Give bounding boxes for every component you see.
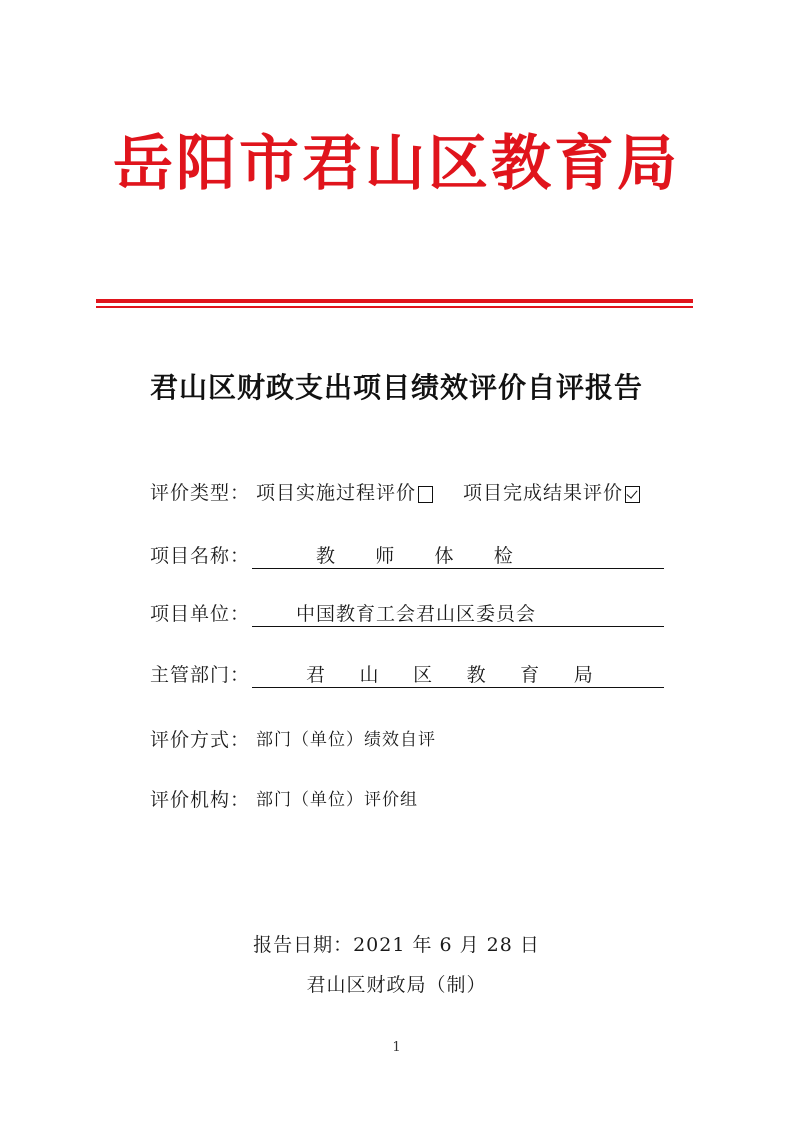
authority-row <box>150 662 664 688</box>
project-name-label: 项目名称： <box>150 545 251 567</box>
letterhead-title: 岳阳市君山区教育局 <box>113 129 680 199</box>
project-name-field <box>252 544 664 569</box>
eval-org-value: 部门（单位）评价组 <box>256 790 419 810</box>
project-unit-value: 中国教育工会君山区委员会 <box>296 603 537 625</box>
project-name-value: 教 师 体 检 <box>316 545 530 567</box>
project-unit-field <box>252 602 664 627</box>
project-name-row <box>150 543 664 569</box>
project-unit-row <box>150 601 664 627</box>
eval-org-label: 评价机构： <box>150 789 251 811</box>
letterhead-rule-thin <box>96 306 693 308</box>
authority-field <box>252 663 664 688</box>
authority-label: 主管部门： <box>150 664 251 686</box>
eval-method-value: 部门（单位）绩效自评 <box>256 730 437 750</box>
page-number: 1 <box>392 1040 401 1055</box>
eval-method-label: 评价方式： <box>150 729 251 751</box>
eval-type-row <box>150 480 640 506</box>
eval-type-option-result: 项目完成结果评价 <box>463 482 624 504</box>
authority-value: 君 山 区 教 育 局 <box>306 664 607 686</box>
eval-type-label: 评价类型： <box>150 482 251 504</box>
project-unit-label: 项目单位： <box>150 603 251 625</box>
checkbox-result-eval[interactable] <box>625 486 640 503</box>
eval-type-option-process: 项目实施过程评价 <box>256 482 417 504</box>
issuer: 君山区财政局（制） <box>306 974 487 996</box>
eval-method-row <box>150 727 436 753</box>
checkbox-process-eval[interactable] <box>418 486 433 503</box>
eval-org-row <box>150 787 418 813</box>
report-title: 君山区财政支出项目绩效评价自评报告 <box>149 371 643 404</box>
letterhead-rule-thick <box>96 299 693 303</box>
report-date: 报告日期：2021 年 6 月 28 日 <box>253 934 540 956</box>
